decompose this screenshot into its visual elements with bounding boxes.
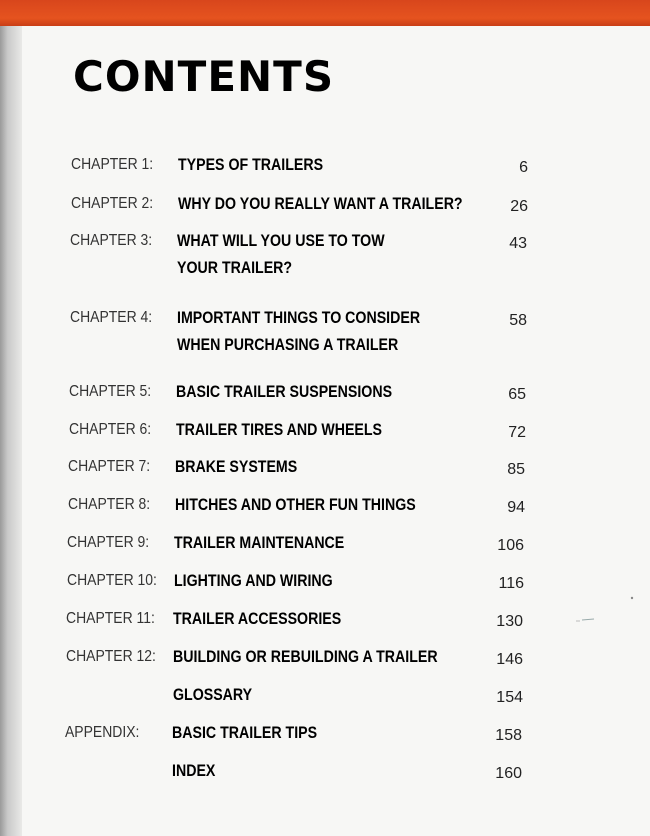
chapter-title-line: BASIC TRAILER SUSPENSIONS [176,383,393,401]
chapter-label: CHAPTER 10: [67,572,157,589]
page-number: 65 [508,386,526,403]
page-number: 116 [498,575,524,592]
chapter-label: APPENDIX: [65,724,140,741]
page-number: 26 [510,198,528,215]
page-number: 85 [507,461,525,478]
chapter-title-line: WHAT WILL YOU USE TO TOW [177,232,385,250]
page-number: 154 [496,689,523,706]
page-number: 6 [519,159,528,176]
page-number: 160 [495,765,522,782]
chapter-label: CHAPTER 8: [68,496,151,513]
chapter-title [177,305,420,359]
chapter-title-line: WHEN PURCHASING A TRAILER [177,336,399,354]
chapter-title-line: INDEX [172,762,216,780]
chapter-title-line: GLOSSARY [173,686,253,704]
chapter-label: CHAPTER 2: [71,195,154,212]
chapter-title-line: TRAILER ACCESSORIES [173,610,342,628]
chapter-title-line: IMPORTANT THINGS TO CONSIDER [177,309,421,327]
page-number: 94 [507,499,525,516]
page-number: 130 [496,613,523,630]
chapter-title [176,379,392,406]
chapter-title [178,152,323,179]
chapter-label: CHAPTER 11: [66,610,155,627]
page-number: 146 [496,651,523,668]
chapter-label: CHAPTER 5: [69,383,152,400]
chapter-label: CHAPTER 9: [67,534,150,551]
chapter-title [172,758,215,785]
chapter-title-line: TRAILER TIRES AND WHEELS [176,421,383,439]
chapter-title-line: YOUR TRAILER? [177,259,293,277]
chapter-label: CHAPTER 1: [71,156,154,173]
chapter-title [178,191,463,218]
chapter-title-line: WHY DO YOU REALLY WANT A TRAILER? [178,195,463,213]
page-number: 72 [508,424,526,441]
chapter-title-line: TYPES OF TRAILERS [178,156,324,174]
chapter-label: CHAPTER 6: [69,421,152,438]
chapter-title [172,720,317,747]
page-number: 43 [509,235,527,252]
chapter-title-line: HITCHES AND OTHER FUN THINGS [175,496,416,514]
page-title: CONTENTS [73,52,335,101]
chapter-title [174,530,344,557]
chapter-label: CHAPTER 4: [70,309,153,326]
chapter-title [174,568,333,595]
chapter-title-line: LIGHTING AND WIRING [174,572,333,590]
chapter-label: CHAPTER 3: [70,232,153,249]
chapter-title [177,228,385,282]
chapter-title-line: BRAKE SYSTEMS [175,458,298,476]
chapter-title [173,682,252,709]
chapter-title [175,492,416,519]
print-specks [570,590,640,630]
chapter-title [173,606,341,633]
chapter-title [173,644,438,671]
chapter-title [176,417,382,444]
chapter-title-line: BASIC TRAILER TIPS [172,724,318,742]
chapter-label: CHAPTER 12: [66,648,156,665]
page-number: 158 [495,727,522,744]
page-number: 106 [497,537,524,554]
page-number: 58 [509,312,527,329]
chapter-title [175,454,297,481]
chapter-title-line: TRAILER MAINTENANCE [174,534,345,552]
chapter-label: CHAPTER 7: [68,458,151,475]
chapter-title-line: BUILDING OR REBUILDING A TRAILER [173,648,438,666]
